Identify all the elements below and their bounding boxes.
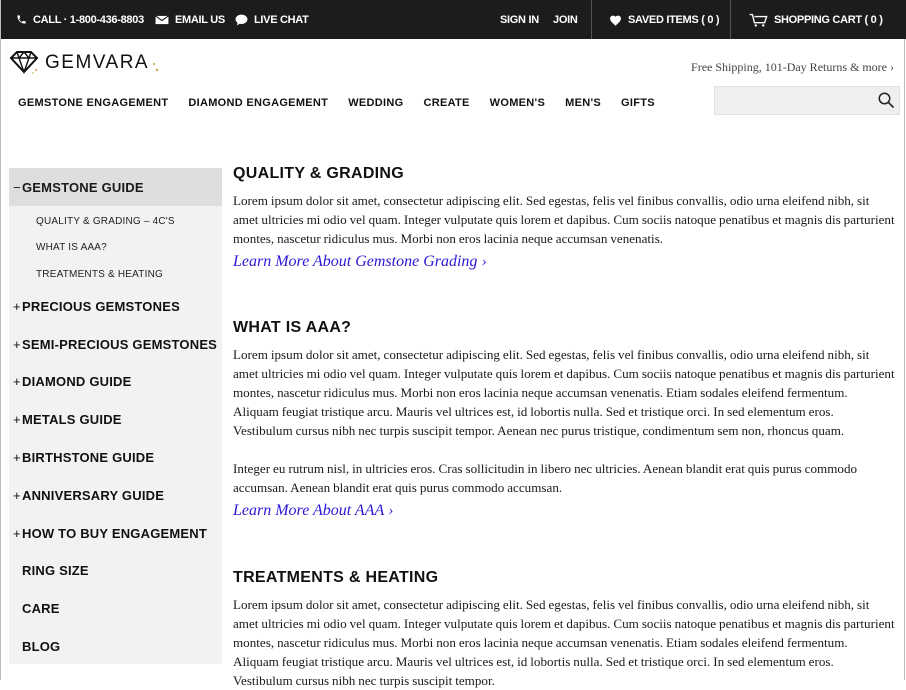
expand-marker: + — [13, 412, 21, 428]
section-quality-grading — [233, 163, 895, 274]
sidebar-item-label: GEMSTONE GUIDE — [22, 179, 144, 195]
search-box — [714, 86, 900, 115]
guide-content — [233, 163, 895, 688]
search-input[interactable] — [715, 87, 865, 114]
sidebar-item-label: DIAMOND GUIDE — [22, 374, 132, 390]
sidebar-item-label: SEMI-PRECIOUS GEMSTONES — [22, 336, 218, 352]
shopping-cart-link[interactable] — [749, 0, 883, 39]
promo-link[interactable]: Free Shipping, 101-Day Returns & more › — [691, 60, 894, 74]
section-title: WHAT IS AAA? — [233, 319, 352, 336]
section-paragraph: Lorem ipsum dolor sit amet, consectetur adipiscing elit. Sed egestas, felis vel finibus convallis, odio urna eleifend nibh, sit amet ultricies mi odio vel quam. Integer vulputate quis lorem et dapibus. Cum sociis natoque penatibus et magnis dis parturient montes, nascetur ridiculus mus. Morbi non eros lacinia neque accumsan venenatis. Etiam sodales eleifend fermentum. Aliquam feugiat tristique arcu. Mauris vel ultrices est, id lobortis nulla. Sed et tristique orci. In sed elementum eros. Vestibulum cursus nibh nec turpis suscipit tempor. Aenean nec purus tristique, condimentum sem non, rhoncus quam. — [233, 347, 895, 438]
section-paragraph: Lorem ipsum dolor sit amet, consectetur adipiscing elit. Sed egestas, felis vel finibus convallis, odio urna eleifend nibh, sit amet ultricies mi odio vel quam. Integer vulputate quis lorem et dapibus. Cum sociis natoque penatibus et magnis dis parturient montes, nascetur ridiculus mus. Morbi non eros lacinia neque accumsan venenatis. Etiam sodales eleifend fermentum. Aliquam feugiat tristique arcu. Mauris vel ultrices est, id lobortis nulla. Sed et tristique orci. In sed elementum eros. Vestibulum cursus nibh nec turpis suscipit tempor. — [233, 597, 895, 688]
expand-marker: + — [13, 487, 21, 503]
section-title: TREATMENTS & HEATING — [233, 569, 439, 586]
search-icon[interactable] — [877, 91, 895, 109]
sidebar-item-precious-gemstones[interactable] — [9, 288, 222, 326]
sparkle-icon — [151, 60, 159, 74]
join-link[interactable] — [553, 0, 577, 39]
learn-more-gemstone-grading-link[interactable]: Learn More About Gemstone Grading › — [233, 253, 487, 270]
join-label: JOIN — [553, 13, 578, 26]
sidebar-subitem-quality-grading[interactable]: QUALITY & GRADING – 4C'S — [36, 215, 175, 227]
nav-create[interactable]: CREATE — [423, 97, 470, 109]
sidebar-subitem-what-is-aaa[interactable]: WHAT IS AAA? — [36, 242, 107, 254]
guide-sidebar — [9, 168, 222, 664]
sidebar-item-care[interactable]: CARE — [22, 601, 60, 617]
email-us-label: EMAIL US — [175, 13, 225, 26]
logo-wordmark: GEMVARA — [45, 52, 150, 73]
divider — [591, 0, 592, 39]
utility-bar — [1, 0, 906, 39]
sidebar-item-ring-size[interactable]: RING SIZE — [22, 563, 89, 579]
sidebar-item-semi-precious-gemstones[interactable] — [9, 325, 222, 363]
expand-marker: + — [13, 374, 21, 390]
section-what-is-aaa — [233, 317, 895, 523]
envelope-icon — [155, 15, 169, 25]
email-us-link[interactable] — [155, 0, 225, 39]
sidebar-item-label: HOW TO BUY ENGAGEMENT — [22, 525, 208, 541]
expand-marker: + — [13, 525, 21, 541]
phone-icon — [16, 14, 27, 25]
sidebar-item-label: ANNIVERSARY GUIDE — [22, 487, 165, 503]
phone-number: CALL · 1-800-436-8803 — [33, 13, 144, 26]
nav-gemstone-engagement[interactable]: GEMSTONE ENGAGEMENT — [18, 97, 169, 109]
learn-more-aaa-link[interactable]: Learn More About AAA › — [233, 502, 394, 519]
gemvara-logo[interactable] — [9, 50, 159, 76]
chat-bubble-icon — [235, 14, 248, 26]
sidebar-item-label: METALS GUIDE — [22, 412, 122, 428]
live-chat-link[interactable] — [235, 0, 309, 39]
sidebar-item-anniversary-guide[interactable] — [9, 476, 222, 514]
heart-icon — [609, 14, 622, 26]
sign-in-label: SIGN IN — [500, 13, 539, 26]
diamond-logo-icon — [9, 50, 39, 76]
sidebar-item-label: BIRTHSTONE GUIDE — [22, 450, 155, 466]
sidebar-subitem-treatments-heating[interactable]: TREATMENTS & HEATING — [36, 268, 163, 280]
nav-gifts[interactable]: GIFTS — [621, 97, 655, 109]
main-navigation — [18, 97, 675, 109]
nav-diamond-engagement[interactable]: DIAMOND ENGAGEMENT — [188, 97, 329, 109]
collapse-marker: − — [13, 179, 21, 195]
section-paragraph: Lorem ipsum dolor sit amet, consectetur adipiscing elit. Sed egestas, felis vel finibus convallis, odio urna eleifend nibh, sit amet ultricies mi odio vel quam. Integer vulputate quis lorem et dapibus. Cum sociis natoque penatibus et magnis dis parturient montes, nascetur ridiculus mus. Morbi non eros lacinia neque accumsan venenatis. — [233, 193, 895, 246]
shopping-cart-label: SHOPPING CART ( 0 ) — [774, 13, 883, 26]
nav-mens[interactable]: MEN'S — [565, 97, 602, 109]
section-title: QUALITY & GRADING — [233, 165, 405, 182]
sidebar-item-how-to-buy-engagement[interactable] — [9, 514, 222, 552]
call-link[interactable] — [16, 0, 144, 39]
saved-items-link[interactable] — [609, 0, 719, 39]
expand-marker: + — [13, 336, 21, 352]
expand-marker: + — [13, 298, 21, 314]
sidebar-item-label: PRECIOUS GEMSTONES — [22, 298, 180, 314]
live-chat-label: LIVE CHAT — [254, 13, 309, 26]
sign-in-link[interactable] — [500, 0, 539, 39]
sidebar-item-metals-guide[interactable] — [9, 401, 222, 439]
section-paragraph: Integer eu rutrum nisl, in ultricies eros. Cras sollicitudin in libero nec ultricies. Aenean blandit erat quis purus commodo accumsan. Aenean blandit erat quis purus commodo accumsan. — [233, 461, 858, 495]
sidebar-item-blog[interactable]: BLOG — [22, 639, 61, 655]
section-treatments-heating — [233, 567, 895, 690]
nav-womens[interactable]: WOMEN'S — [489, 97, 546, 109]
expand-marker: + — [13, 450, 21, 466]
sidebar-item-diamond-guide[interactable] — [9, 363, 222, 401]
saved-items-label: SAVED ITEMS ( 0 ) — [628, 13, 720, 26]
sidebar-item-gemstone-guide[interactable] — [9, 168, 222, 206]
cart-icon — [749, 13, 768, 27]
nav-wedding[interactable]: WEDDING — [348, 97, 404, 109]
divider — [730, 0, 731, 39]
sidebar-item-birthstone-guide[interactable] — [9, 439, 222, 477]
